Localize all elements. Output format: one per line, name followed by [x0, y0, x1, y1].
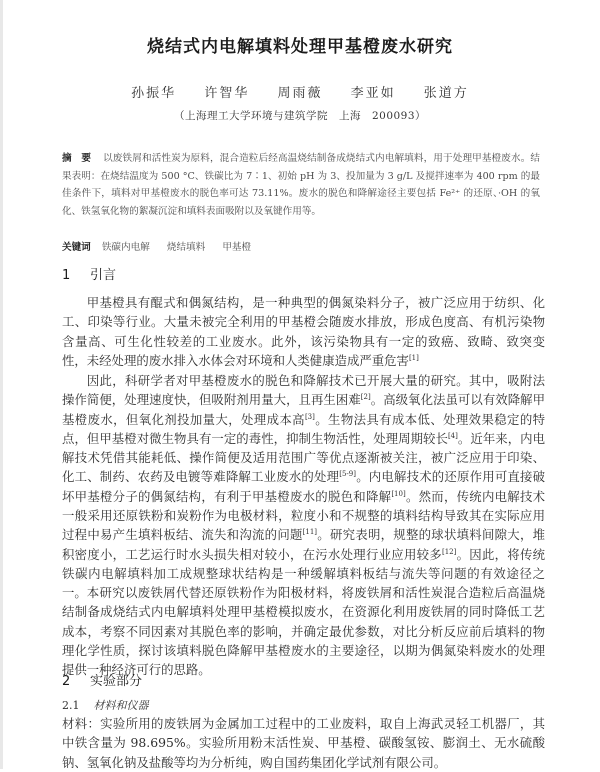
citation: [5-9] [339, 470, 356, 479]
materials-paragraph: 材料：实验所用的废铁屑为金属加工过程中的工业废料，取自上海武灵轻工机器厂，其中铁含量为 98.695%。实验所用粉末活性炭、甲基橙、碳酸氢铵、膨润土、无水硫酸钠、氢氧化钠及盐酸等均为分析纯，购自国药集团化学试剂有限公司。 [62, 716, 545, 770]
keyword: 烧结填料 [166, 242, 206, 253]
abstract-label: 摘 要 [62, 153, 92, 164]
author: 周雨薇 [277, 86, 323, 101]
citation: [4] [447, 431, 458, 440]
section-number: 1 [62, 268, 71, 283]
author: 张道方 [423, 86, 469, 101]
subsection-heading-materials [62, 697, 149, 713]
keyword: 甲基橙 [222, 242, 252, 253]
author: 李亚如 [350, 86, 396, 101]
section-title: 实验部分 [90, 674, 143, 689]
paper-title: 烧结式内电解填料处理甲基橙废水研究 [147, 37, 453, 57]
author-list [0, 82, 600, 101]
intro-paragraph-3: 本研究以废铁屑代替还原铁粉作为阳极材料，将废铁屑和活性炭混合造粒后高温烧结制备成烧结式内电解填料处理甲基橙模拟废水，在资源化利用废铁屑的同时降低工艺成本，考察不同因素对其脱色率的影响，并确定最优参数，对比分析反应前后填料的物理化学性质，探讨该填料脱色降解甲基橙废水的主要途径，以期为偶氮染料废水的处理提供一种经济可行的思路。 [62, 585, 545, 678]
citation: [12] [441, 547, 457, 556]
citation: [3] [304, 412, 315, 421]
abstract-text: 以废铁屑和活性炭为原料，混合造粒后经高温烧结制备成烧结式内电解填料，用于处理甲基橙废水。结果表明：在烧结温度为 500 °C、铁碳比为 7∶1、初始 pH 为 3、投加量为 3 g/L 及搅拌速率为 400 rpm 的最佳条件下，填料对甲基橙废水的脱色率可达 73.11%。废水的脱色和降解途径主要包括 Fe²⁺ 的还原、·OH 的氧化、铁氢氧化物的絮凝沉淀和填料表面吸附以及氧键作用等。 [62, 153, 541, 217]
keywords [62, 241, 540, 255]
subsection-number: 2.1 [62, 699, 80, 712]
section-title: 引言 [90, 268, 117, 283]
intro-paragraph-1: 甲基橙具有醌式和偶氮结构，是一种典型的偶氮染料分子，被广泛应用于纺织、化工、印染等行业。大量未被完全利用的甲基橙会随废水排放，形成色度高、有机污染物含量高、可生化性较差的工业废水。此外，该污染物具有一定的致癌、致畸、致突变性，未经处理的废水排入水体会对环境和人类健康造成严重危害[1] [62, 295, 545, 368]
citation: [2] [360, 393, 371, 402]
author: 孙振华 [131, 86, 177, 101]
citation: [11] [302, 528, 318, 537]
section-heading-intro [62, 264, 116, 283]
author: 许智华 [204, 86, 250, 101]
section-heading-experimental [62, 670, 142, 689]
abstract [62, 150, 540, 220]
keywords-label: 关键词 [62, 242, 91, 253]
citation: [1] [408, 353, 419, 362]
intro-paragraph-2: 因此，科研学者对甲基橙废水的脱色和降解技术已开展大量的研究。其中，吸附法操作简便，处理速度快，但吸附剂用量大，且再生困难[2]。高级氧化法虽可以有效降解甲基橙废水，但氧化剂投加量大，处理成本高[3]。生物法具有成本低、处理效果稳定的特点，但甲基橙对微生物具有一定的毒性，抑制生物活性，处理周期较长[4]。近年来，内电解技术凭借其能耗低、操作简便及适用范围广等优点逐渐被关注，被广泛应用于印染、化工、制药、农药及电镀等难降解工业废水的处理[5-9]。内电解技术的还原作用可直接破坏甲基橙分子的偶氮结构，有利于甲基橙废水的脱色和降解[10]。然而，传统内电解技术一般采用还原铁粉和炭粉作为电极材料，粒度小和不规整的填料结构导致其在实际应用过程中易产生填料板结、流失和沟流的问题[11]。研究表明，规整的球状填料间隙大，堆积密度小，工艺运行时水头损失相对较小，在污水处理行业应用较多[12]。因此，将传统铁碳内电解填料加工成规整球状结构是一种缓解填料板结与流失等问题的有效途径之一。 [62, 373, 546, 601]
subsection-title: 材料和仪器 [93, 699, 149, 712]
keyword: 铁碳内电解 [101, 242, 150, 253]
section-number: 2 [62, 674, 71, 689]
affiliation: （上海理工大学环境与建筑学院 上海 200093） [173, 110, 427, 122]
citation: [10] [391, 489, 406, 498]
